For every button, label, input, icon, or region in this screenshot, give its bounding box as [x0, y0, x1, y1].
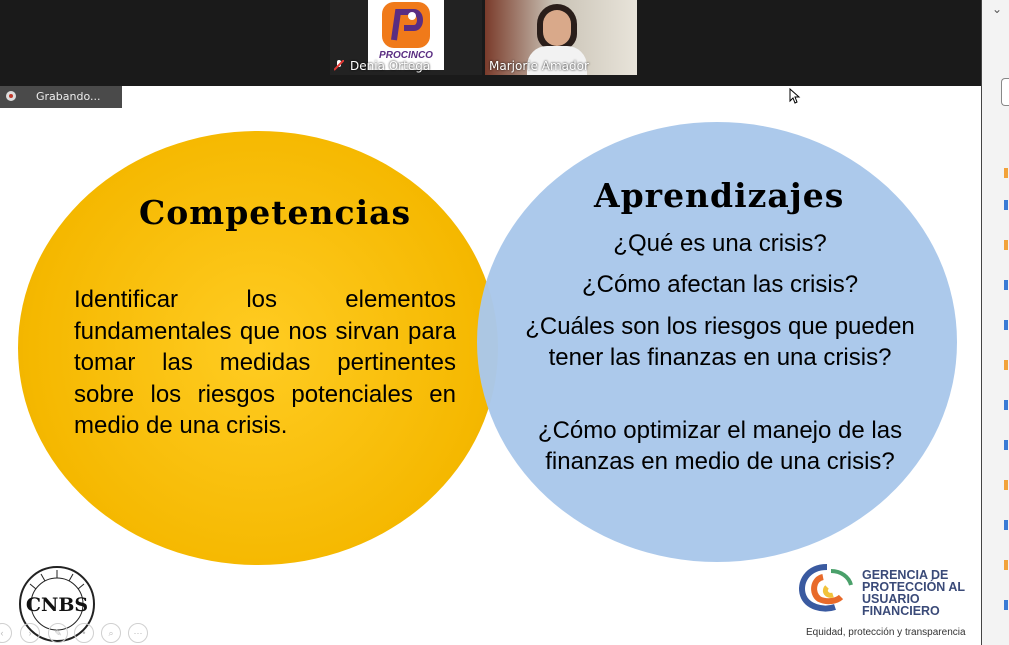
- panel-marker: [1004, 280, 1008, 290]
- panel-marker: [1004, 400, 1008, 410]
- participant-tile-denia[interactable]: [330, 0, 482, 75]
- panel-marker: [1004, 440, 1008, 450]
- gpuf-logo: [797, 563, 853, 615]
- panel-marker: [1004, 320, 1008, 330]
- slide-controls: [0, 621, 160, 643]
- search-icon[interactable]: ⌕: [101, 623, 121, 643]
- record-icon: [6, 91, 16, 101]
- panel-marker: [1004, 520, 1008, 530]
- prev-slide-button[interactable]: ‹: [0, 623, 12, 643]
- aprendizajes-title: Aprendizajes: [594, 176, 845, 215]
- recording-label: Grabando...: [36, 90, 101, 103]
- competencias-title: Competencias: [139, 193, 412, 232]
- mouse-cursor-icon: [789, 88, 801, 104]
- panel-marker: [1004, 360, 1008, 370]
- shared-slide: [0, 108, 980, 645]
- gpuf-name: GERENCIA DE PROTECCIÓN AL USUARIO FINANCIERO: [862, 568, 966, 618]
- panel-marker: [1004, 168, 1008, 178]
- participant-name: Marjorie Amador: [489, 59, 589, 73]
- pointer-button[interactable]: •: [74, 623, 94, 643]
- panel-marker: [1004, 200, 1008, 210]
- panel-handle[interactable]: [1001, 78, 1009, 106]
- question-item: ¿Qué es una crisis?: [613, 230, 827, 257]
- chevron-down-icon[interactable]: ⌄: [992, 2, 1003, 16]
- panel-marker: [1004, 560, 1008, 570]
- pen-button[interactable]: ✎: [48, 623, 68, 643]
- next-slide-button[interactable]: ›: [20, 623, 40, 643]
- panel-marker: [1004, 240, 1008, 250]
- panel-marker: [1004, 600, 1008, 610]
- competencias-body: Identificar los elementos fundamentales que nos sirvan para tomar las medidas pertinentes sobre los riesgos potenciales en medio de una crisis.: [74, 286, 456, 439]
- cnbs-logo-text: CNBS: [25, 594, 89, 616]
- more-options-button[interactable]: ⋯: [128, 623, 148, 643]
- participant-tile-marjorie[interactable]: [485, 0, 637, 75]
- gpuf-tagline: Equidad, protección y transparencia: [806, 627, 966, 638]
- question-item: ¿Cómo optimizar el manejo de las finanzas en medio de una crisis?: [537, 417, 903, 475]
- recording-indicator[interactable]: [0, 86, 122, 108]
- mic-muted-icon: [334, 60, 344, 71]
- question-item: ¿Cuáles son los riesgos que pueden tener las finanzas en una crisis?: [525, 313, 915, 371]
- video-strip: [0, 0, 1009, 86]
- panel-marker: [1004, 480, 1008, 490]
- question-item: ¿Cómo afectan las crisis?: [581, 271, 859, 298]
- participant-name: Denia Ortega: [350, 59, 431, 73]
- procinco-logo-text: PROCINCO: [379, 50, 433, 61]
